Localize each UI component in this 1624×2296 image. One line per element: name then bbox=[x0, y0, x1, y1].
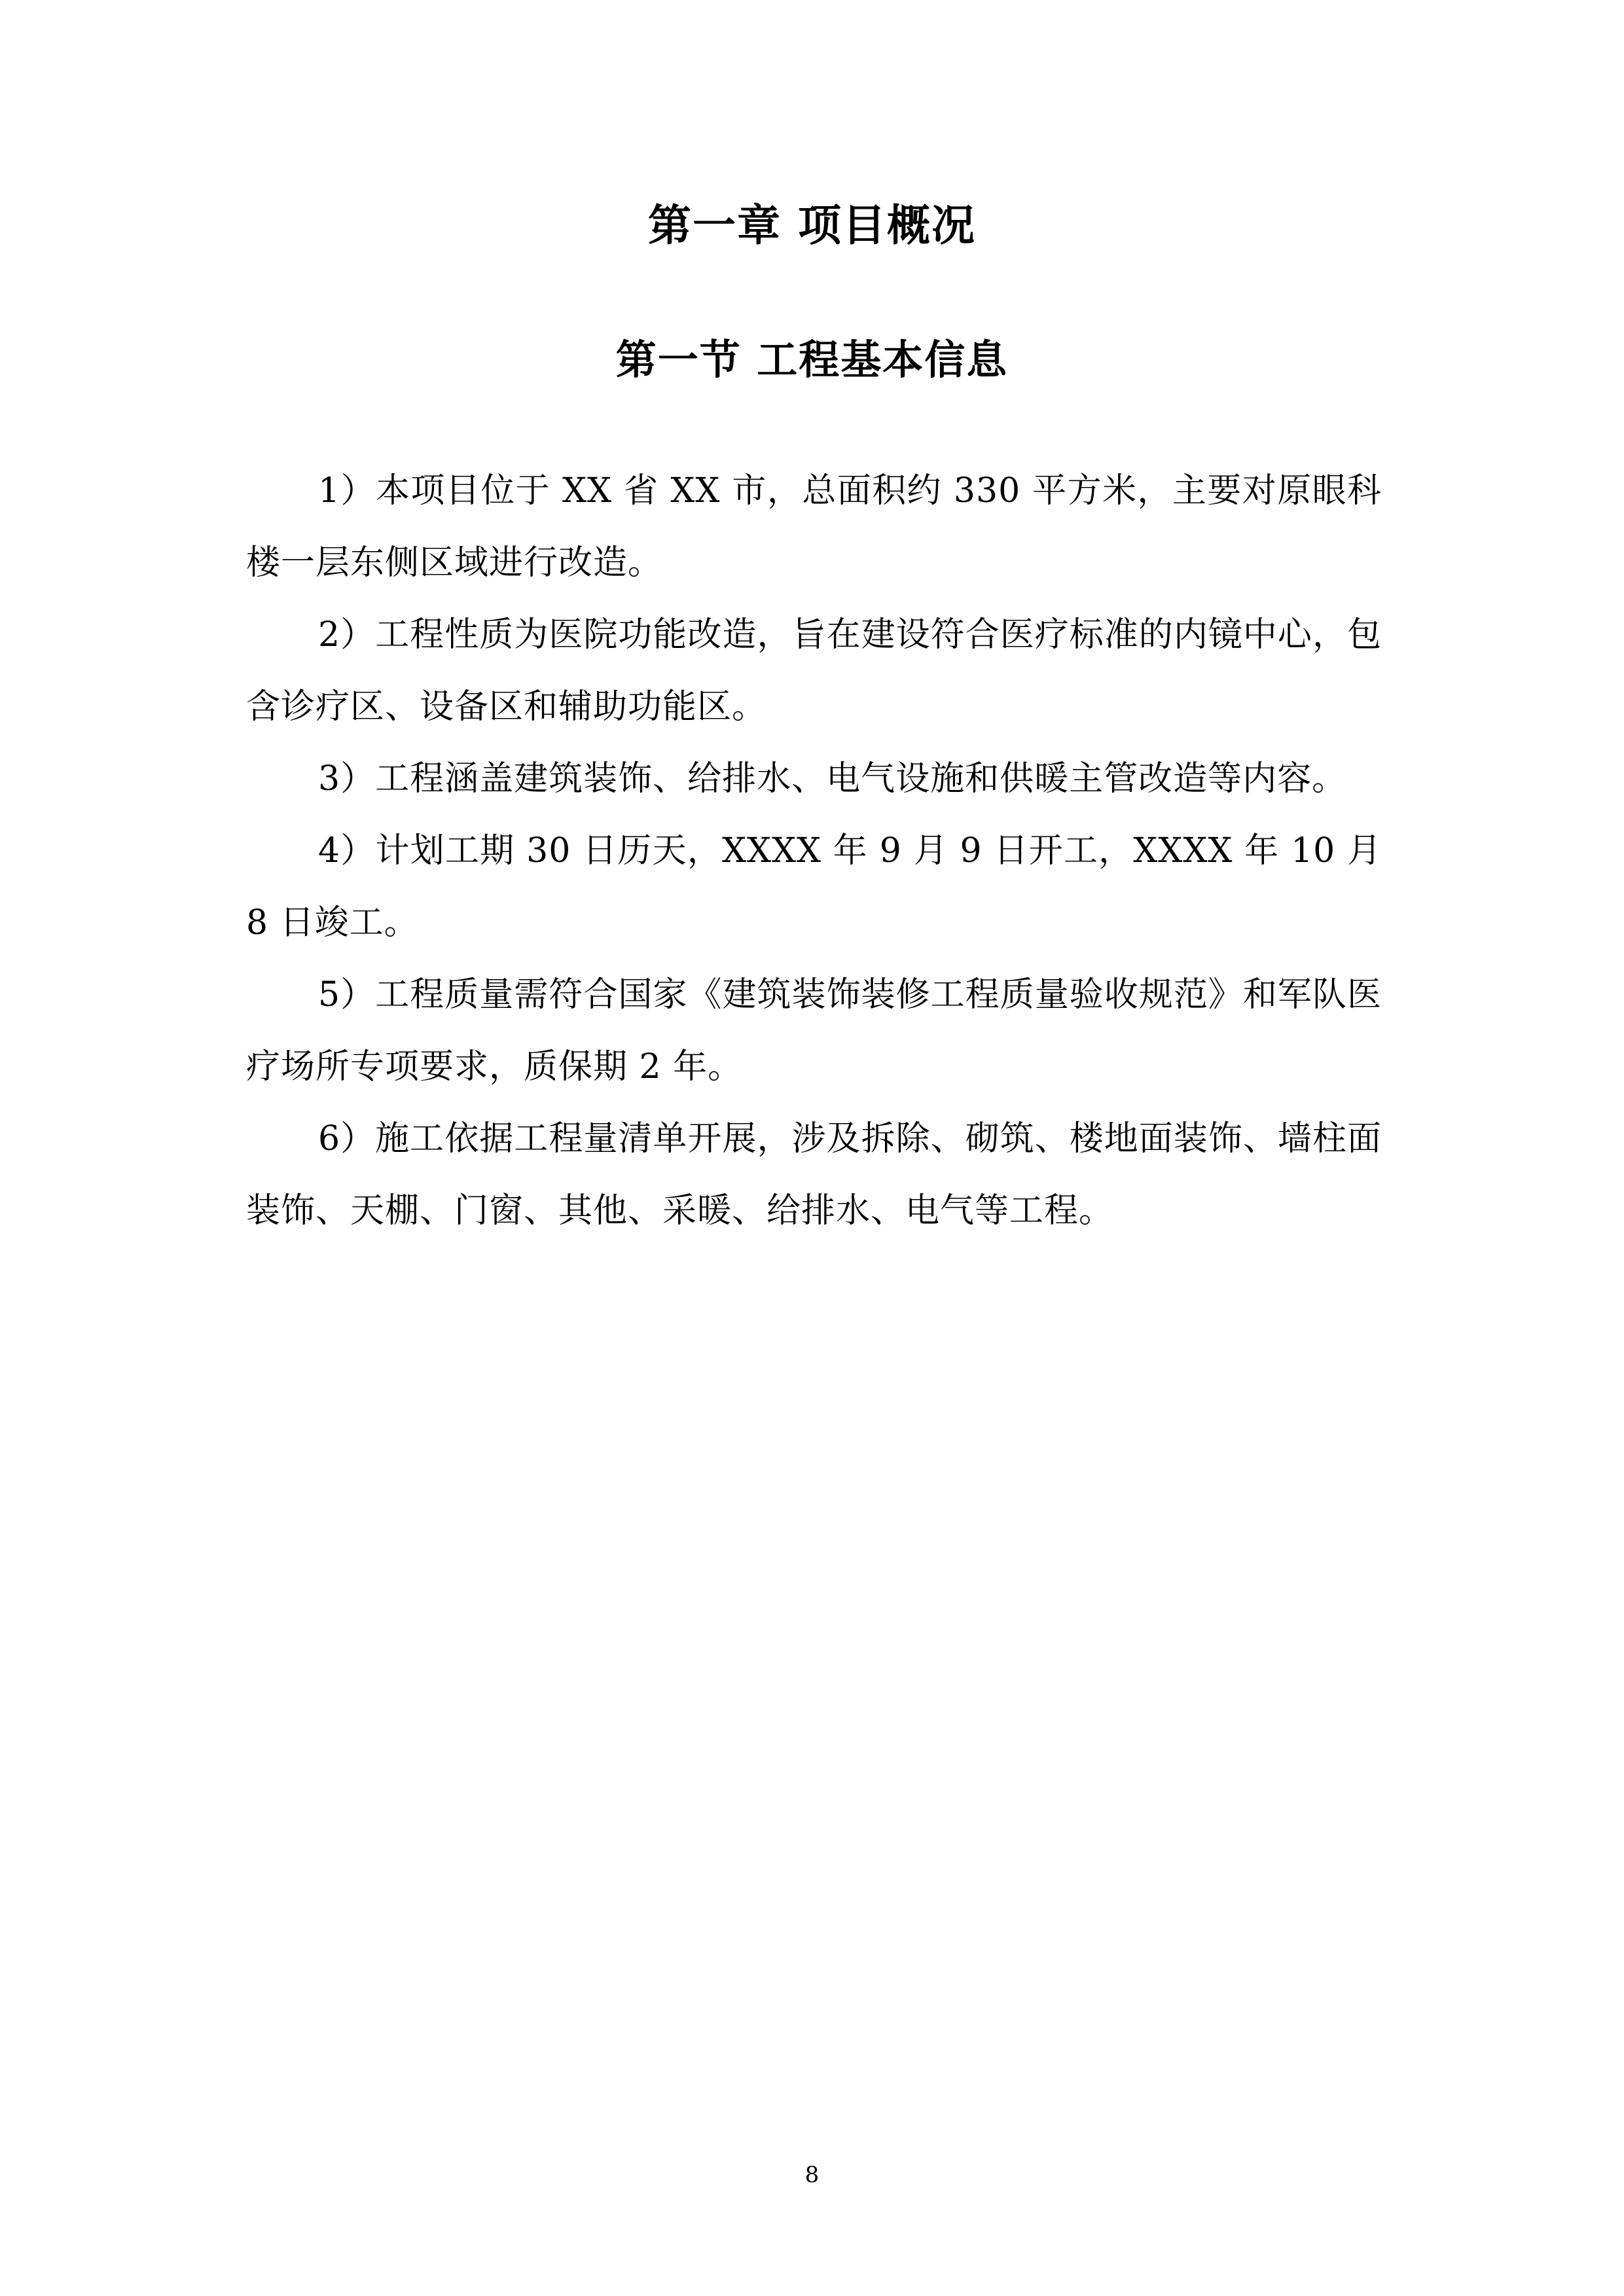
chapter-title: 第一章 项目概况 bbox=[648, 200, 976, 251]
paragraph-2: 2）工程性质为医院功能改造，旨在建设符合医疗标准的内镜中心，包含诊疗区、设备区和辅助功能区。 bbox=[246, 615, 1382, 726]
body-text bbox=[246, 455, 1382, 1247]
page-number: 8 bbox=[804, 2162, 820, 2188]
paragraph-3: 3）工程涵盖建筑装饰、给排水、电气设施和供暖主管改造等内容。 bbox=[318, 759, 1347, 798]
paragraph-4: 4）计划工期 30 日历天，XXXX 年 9 月 9 日开工，XXXX 年 10 月 8 日竣工。 bbox=[246, 831, 1382, 942]
paragraph-5: 5）工程质量需符合国家《建筑装饰装修工程质量验收规范》和军队医疗场所专项要求，质保期 2 年。 bbox=[246, 975, 1382, 1086]
section-title: 第一节 工程基本信息 bbox=[615, 336, 1009, 384]
paragraph-6: 6）施工依据工程量清单开展，涉及拆除、砌筑、楼地面装饰、墙柱面装饰、天棚、门窗、其他、采暖、给排水、电气等工程。 bbox=[246, 1119, 1382, 1230]
paragraph-1: 1）本项目位于 XX 省 XX 市，总面积约 330 平方米，主要对原眼科楼一层东侧区域进行改造。 bbox=[246, 471, 1382, 583]
